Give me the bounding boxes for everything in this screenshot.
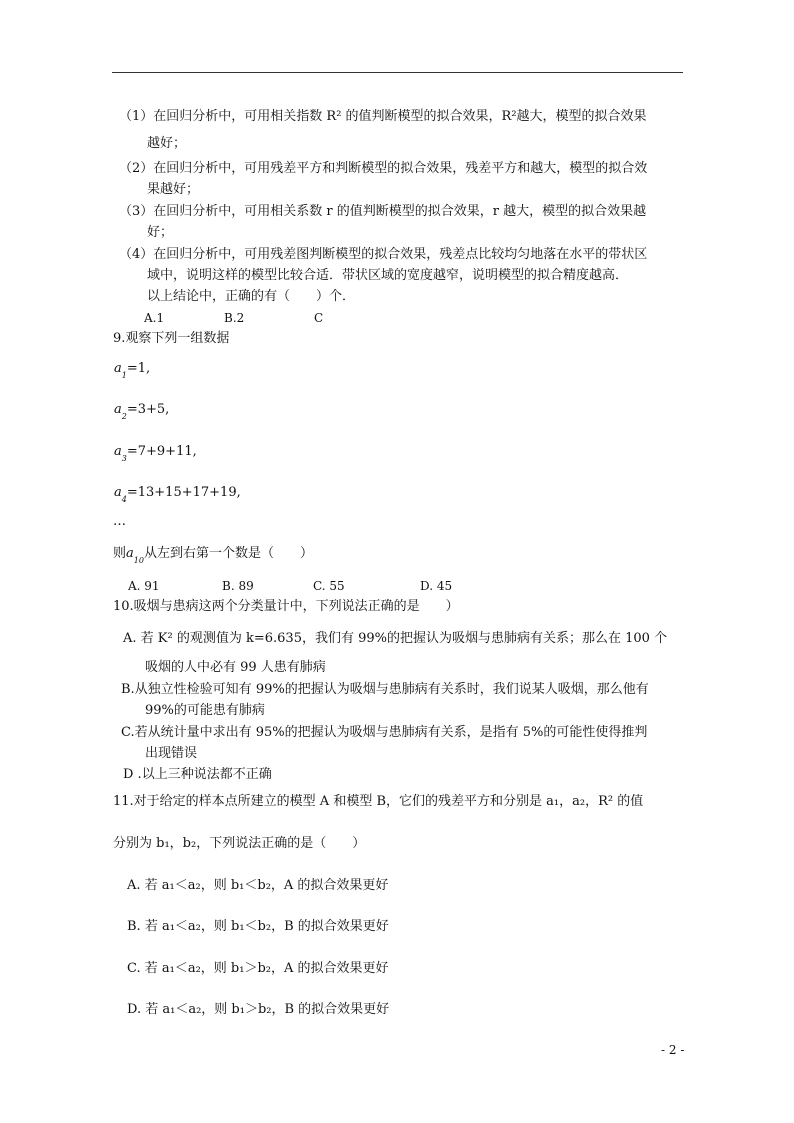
- q9-ask-suffix: 从左到右第一个数是（ ）: [143, 546, 313, 561]
- q10-b-line2: 99%的可能患有肺病: [145, 703, 265, 718]
- q8-item1-line1: （1）在回归分析中，可用相关指数 R² 的值判断模型的拟合效果，R²越大，模型的拟合效果: [119, 109, 647, 124]
- q11-option-a: A. 若 a₁＜a₂，则 b₁＜b₂，A 的拟合效果更好: [127, 878, 389, 893]
- a3-symbol: $a_3$: [114, 444, 127, 463]
- q8-item1-line2: 越好；: [147, 136, 187, 151]
- q9-option-c: C. 55: [313, 579, 345, 593]
- q11-option-c: C. 若 a₁＜a₂，则 b₁＞b₂，A 的拟合效果更好: [127, 961, 389, 976]
- q8-option-a: A.1: [144, 311, 165, 325]
- q8-item3-line2: 好；: [147, 225, 174, 240]
- q9-row-a2: [114, 401, 169, 424]
- q10-c-line2: 出现错误: [145, 746, 198, 761]
- q10-c-line1: C.若从统计量中求出有 95%的把握认为吸烟与患肺病有关系，是指有 5%的可能性使得推判: [121, 725, 648, 740]
- a10-symbol: $a_{10}$: [126, 546, 144, 565]
- q9-row-a3: [114, 443, 197, 466]
- q11-option-b: B. 若 a₁＜a₂，则 b₁＜b₂，B 的拟合效果更好: [127, 919, 389, 934]
- q8-item4-line2: 域中，说明这样的模型比较合适．带状区域的宽度越窄，说明模型的拟合精度越高．: [147, 268, 629, 283]
- q9-option-b: B. 89: [222, 579, 254, 593]
- q10-a-line2: 吸烟的人中必有 99 人患有肺病: [145, 660, 326, 675]
- q11-stem-line2: 分别为 b₁，b₂，下列说法正确的是（ ）: [113, 836, 366, 851]
- q9-a1-value: =1,: [126, 361, 151, 376]
- q8-option-c: C: [314, 311, 324, 325]
- q9-stem: 9.观察下列一组数据: [113, 331, 230, 346]
- q8-item3-line1: （3）在回归分析中，可用相关系数 r 的值判断模型的拟合效果，r 越大，模型的拟合效果越: [119, 204, 647, 219]
- q11-option-d: D. 若 a₁＜a₂，则 b₁＞b₂，B 的拟合效果更好: [127, 1002, 390, 1017]
- q11-stem-line1: 11.对于给定的样本点所建立的模型 A 和模型 B，它们的残差平方和分别是 a₁，a₂，R² 的值: [113, 794, 644, 809]
- q9-option-d: D. 45: [420, 579, 453, 593]
- header-rule: [112, 72, 683, 73]
- q10-d: D .以上三种说法都不正确: [123, 767, 272, 782]
- q8-question: 以上结论中，正确的有（ ）个．: [147, 289, 356, 304]
- a2-symbol: $a_2$: [114, 402, 127, 421]
- q9-a2-value: =3+5,: [126, 402, 170, 417]
- q9-a4-value: =13+15+17+19,: [126, 485, 241, 500]
- q9-option-a: A. 91: [128, 579, 160, 593]
- q9-row-a4: [114, 484, 241, 507]
- q8-item2-line2: 果越好；: [147, 182, 200, 197]
- q9-ask-prefix: 则: [113, 546, 127, 561]
- q10-b-line1: B.从独立性检验可知有 99%的把握认为吸烟与患肺病有关系时，我们说某人吸烟，那么他有: [121, 682, 649, 697]
- q9-row-a1: [114, 360, 150, 383]
- q8-item4-line1: （4）在回归分析中，可用残差图判断模型的拟合效果，残差点比较均匀地落在水平的带状区: [119, 247, 648, 262]
- page-number: - 2 -: [661, 1043, 685, 1057]
- q10-a-line1: A. 若 K² 的观测值为 k=6.635，我们有 99%的把握认为吸烟与患肺病有关系；那么在 100 个: [123, 631, 668, 646]
- q8-option-b: B.2: [224, 311, 245, 325]
- q10-stem: 10.吸烟与患病这两个分类量计中，下列说法正确的是 ）: [113, 599, 459, 614]
- a1-symbol: $a_1$: [114, 361, 127, 380]
- q9-a3-value: =7+9+11,: [126, 444, 197, 459]
- q8-item2-line1: （2）在回归分析中，可用残差平方和判断模型的拟合效果，残差平方和越大，模型的拟合效: [119, 161, 648, 176]
- a4-symbol: $a_4$: [114, 485, 127, 504]
- q9-ellipsis: …: [113, 514, 126, 529]
- q9-ask: [113, 545, 313, 568]
